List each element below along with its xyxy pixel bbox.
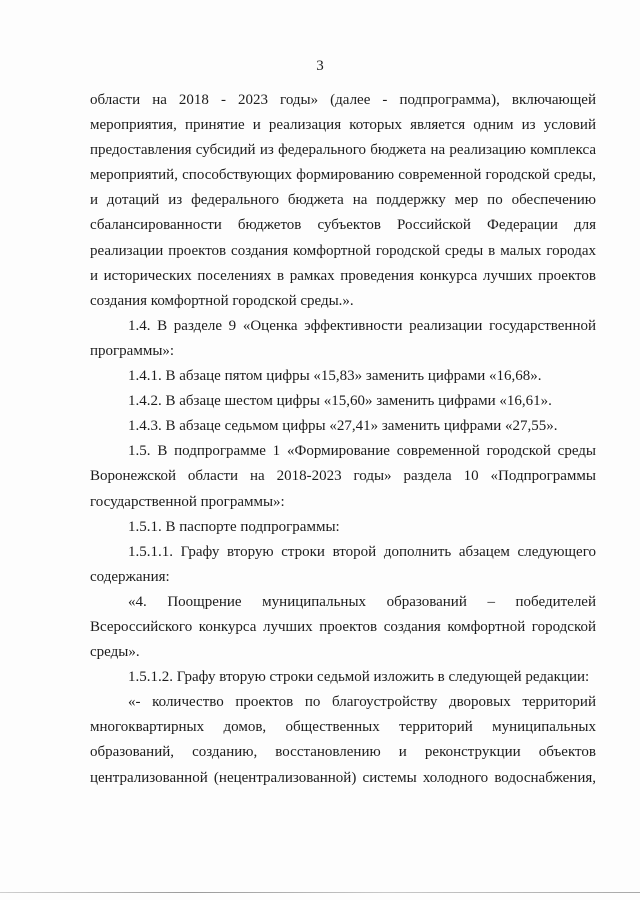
paragraph-1-4-2: 1.4.2. В абзаце шестом цифры «15,60» заменить цифрами «16,61». bbox=[128, 393, 552, 410]
paragraph-quote-4: «4. Поощрение муниципальных образований – победителей Всероссийского конкурса лучших проектов создания комфортной городской среды». bbox=[90, 593, 596, 661]
paragraph-1-4-1: 1.4.1. В абзаце пятом цифры «15,83» заменить цифрами «16,68». bbox=[128, 368, 542, 385]
paragraph-1-5-1-2: 1.5.1.2. Графу вторую строки седьмой изложить в следующей редакции: bbox=[128, 669, 590, 686]
paragraph-1-5-1-1: 1.5.1.1. Графу вторую строки второй дополнить абзацем следующего содержания: bbox=[90, 543, 596, 585]
paragraph-1-5: 1.5. В подпрограмме 1 «Формирование современной городской среды Воронежской области на 2018-2023 годы» раздела 10 «Подпрограммы государственной программы»: bbox=[90, 443, 596, 510]
document-body bbox=[90, 88, 596, 791]
paragraph-continuation: области на 2018 - 2023 годы» (далее - подпрограмма), включающей мероприятия, принятие и реализация которых является одним из условий предоставления субсидий из федерального бюджета на реализацию комплекса мероприятий, способствующих формированию современной городской среды, и дотаций из федерального бюджета на поддержку мер по обеспечению сбалансированности бюджетов субъектов Российской Федерации для реализации проектов создания комфортной городской среды в малых городах и исторических поселениях в рамках проведения конкурса лучших проектов создания комфортной городской среды.». bbox=[90, 92, 596, 309]
page-number: 3 bbox=[316, 58, 324, 74]
scan-bottom-edge bbox=[0, 892, 640, 893]
paragraph-1-4-3: 1.4.3. В абзаце седьмом цифры «27,41» заменить цифрами «27,55». bbox=[128, 418, 558, 435]
paragraph-1-5-1: 1.5.1. В паспорте подпрограммы: bbox=[128, 518, 340, 535]
paragraph-quote-count: «- количество проектов по благоустройству дворовых территорий многоквартирных домов, общественных территорий муниципальных образований, созданию, восстановлению и реконструкции объектов централизованной (нецентрализованной) системы холодного водоснабжения, bbox=[90, 694, 596, 786]
paragraph-1-4: 1.4. В разделе 9 «Оценка эффективности реализации государственной программы»: bbox=[90, 317, 596, 359]
